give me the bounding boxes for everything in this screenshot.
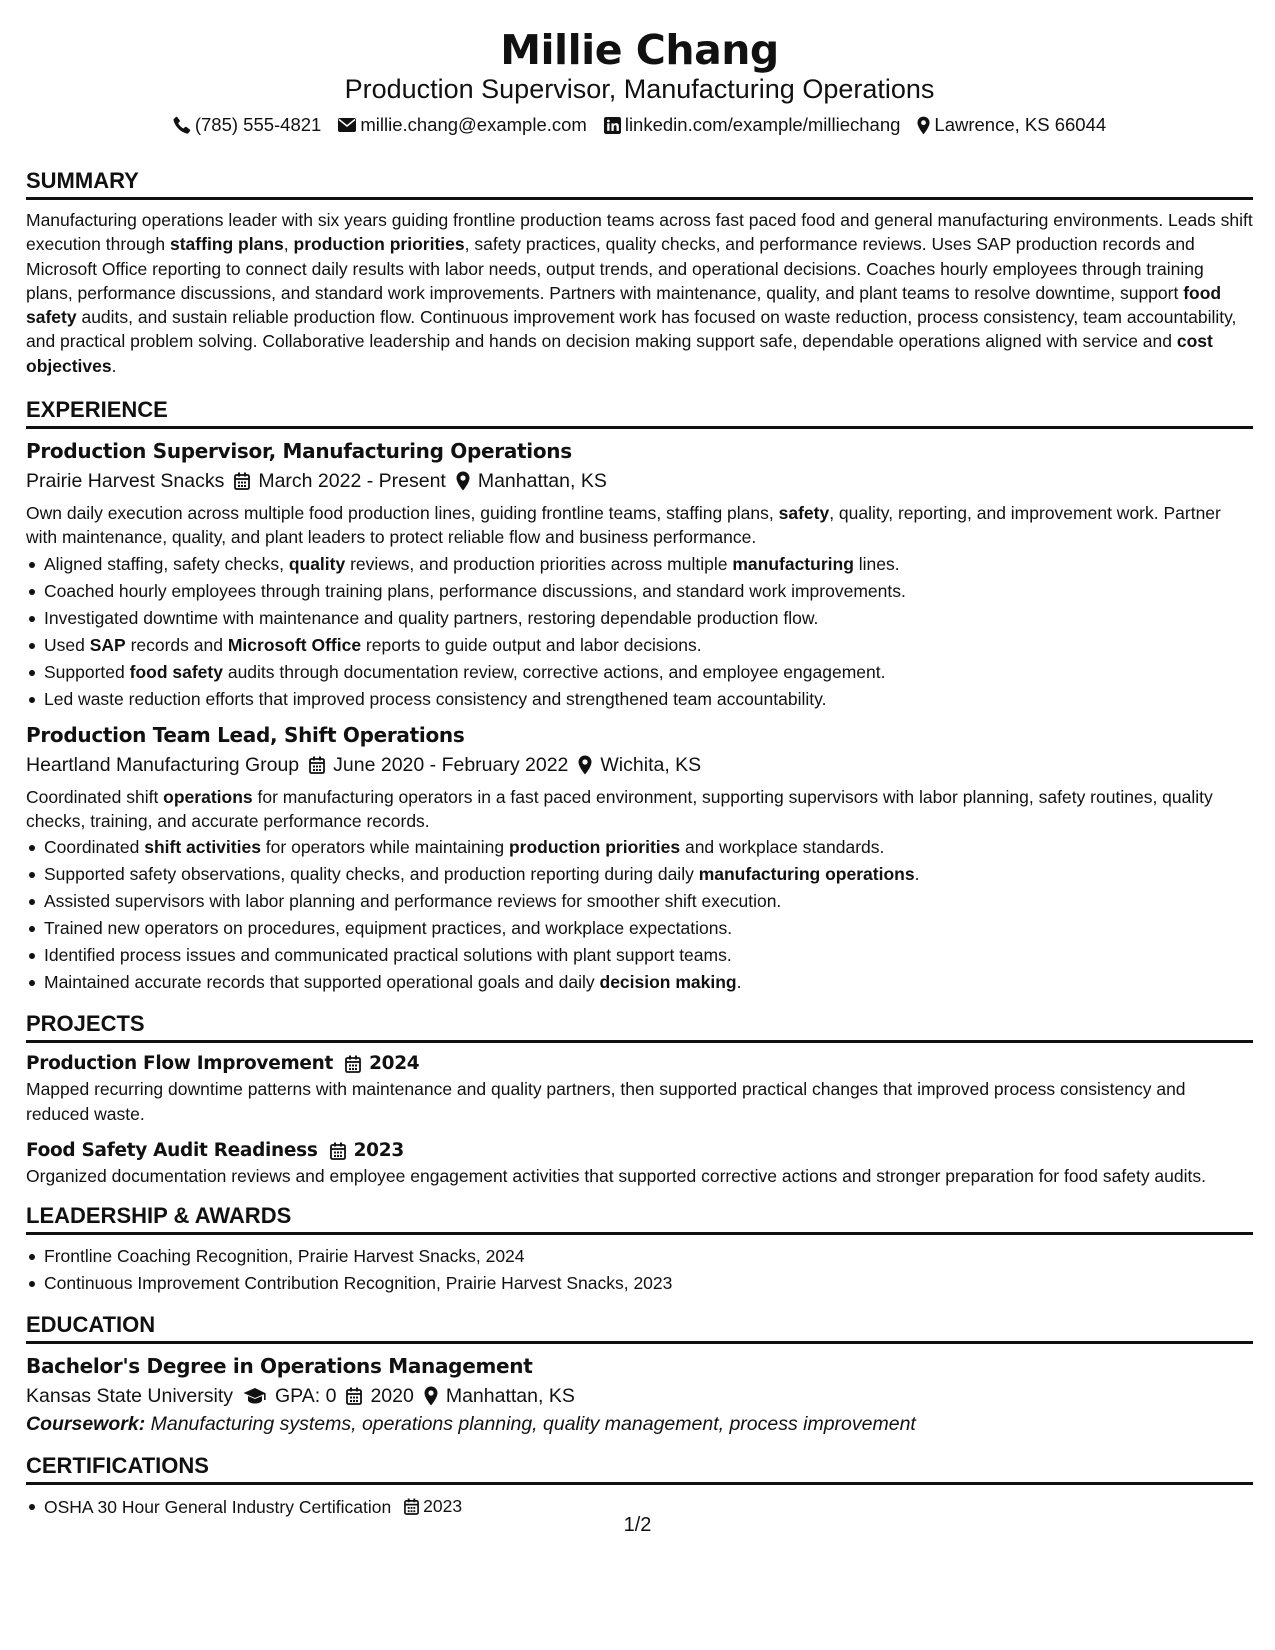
certification-name: OSHA 30 Hour General Industry Certification	[44, 1497, 392, 1518]
education-heading: EDUCATION	[26, 1311, 1253, 1344]
awards-list	[26, 1243, 1253, 1297]
coursework-text: Manufacturing systems, operations planning, quality management, process improvement	[145, 1413, 916, 1436]
map-pin-icon	[578, 755, 592, 775]
summary-text: Manufacturing operations leader with six years guiding frontline production teams across fast paced food and general manufacturing environments. Leads shift execution through staffing plans, production priorities, safety practices, quality checks, and performance reviews. Uses SAP production records and Microsoft Office reporting to connect daily results with labor needs, output trends, and operational decisions. Coaches hourly employees through training plans, performance discussions, and standard work improvements. Partners with maintenance, quality, and plant teams to resolve downtime, support food safety audits, and sustain reliable production flow. Continuous improvement work has focused on waste reduction, process consistency, team accountability, and practical problem solving. Collaborative leadership and hands on decision making support safe, dependable operations aligned with service and cost objectives.	[26, 210, 1253, 376]
resume-page	[26, 0, 1253, 1521]
list-item: Aligned staffing, safety checks, quality reviews, and production priorities across multiple manufacturing lines.	[26, 551, 1253, 578]
job-location: Wichita, KS	[600, 753, 702, 776]
projects-section	[26, 1010, 1253, 1188]
job-location: Manhattan, KS	[477, 470, 607, 493]
project-name: Production Flow Improvement	[26, 1053, 334, 1075]
job-meta	[26, 467, 1253, 495]
certification-year: 2023	[423, 1496, 463, 1517]
gpa-text: GPA: 0	[275, 1385, 337, 1408]
job-meta	[26, 751, 1253, 779]
project-description: Mapped recurring downtime patterns with maintenance and quality partners, then supported practical changes that improved process consistency and reduced waste.	[26, 1079, 1186, 1124]
list-item: Identified process issues and communicated practical solutions with plant support teams.	[26, 942, 1253, 969]
job-description: Own daily execution across multiple food production lines, guiding frontline teams, staffing plans, safety, quality, reporting, and improvement work. Partner with maintenance, quality, and plant leaders to protect reliable flow and business performance.	[26, 503, 1221, 548]
list-item: Investigated downtime with maintenance and quality partners, restoring dependable production flow.	[26, 605, 1253, 632]
job-title: Production Team Lead, Shift Operations	[26, 722, 465, 747]
job-bullets	[26, 834, 1253, 996]
job-company: Prairie Harvest Snacks	[26, 470, 225, 493]
project-entry	[26, 1138, 1253, 1188]
calendar-icon	[404, 1498, 419, 1515]
project-year: 2023	[353, 1139, 404, 1161]
envelope-icon	[338, 117, 356, 133]
page-number: 1/2	[623, 1514, 652, 1536]
list-item: Supported safety observations, quality checks, and production reporting during daily manufacturing operations.	[26, 861, 1253, 888]
projects-heading: PROJECTS	[26, 1010, 1253, 1043]
job-entry	[26, 721, 1253, 997]
list-item: Supported food safety audits through documentation review, corrective actions, and employee engagement.	[26, 659, 1253, 686]
calendar-icon	[309, 756, 325, 774]
linkedin-icon	[604, 117, 621, 134]
map-pin-icon	[917, 116, 930, 135]
education-meta	[26, 1382, 1253, 1410]
job-title: Production Supervisor, Manufacturing Operations	[26, 439, 572, 464]
calendar-icon	[330, 1142, 346, 1160]
project-description: Organized documentation reviews and employee engagement activities that supported corrective actions and stronger preparation for food safety audits.	[26, 1165, 1206, 1186]
email-text: millie.chang@example.com	[360, 114, 587, 135]
location-text: Lawrence, KS 66044	[934, 114, 1107, 135]
map-pin-icon	[456, 471, 470, 491]
job-bullets	[26, 551, 1253, 713]
contact-email[interactable]	[338, 113, 586, 137]
graduation-cap-icon	[243, 1387, 267, 1405]
list-item: Coordinated shift activities for operators while maintaining production priorities and workplace standards.	[26, 834, 1253, 861]
calendar-icon	[345, 1055, 361, 1073]
list-item: Maintained accurate records that supported operational goals and daily decision making.	[26, 969, 1253, 996]
list-item: Coached hourly employees through training plans, performance discussions, and standard work improvements.	[26, 578, 1253, 605]
education-year: 2020	[370, 1385, 414, 1408]
job-dates: March 2022 - Present	[258, 470, 446, 493]
job-description: Coordinated shift operations for manufacturing operators in a fast paced environment, supporting supervisors with labor planning, safety routines, quality checks, training, and accurate performance records.	[26, 786, 1213, 831]
job-entry	[26, 437, 1253, 713]
linkedin-text: linkedin.com/example/milliechang	[624, 114, 901, 135]
education-section	[26, 1311, 1253, 1438]
job-dates: June 2020 - February 2022	[333, 753, 569, 776]
list-item: Continuous Improvement Contribution Recognition, Prairie Harvest Snacks, 2023	[26, 1270, 1253, 1297]
phone-icon	[173, 116, 191, 134]
project-name: Food Safety Audit Readiness	[26, 1139, 318, 1161]
list-item: Trained new operators on procedures, equipment practices, and workplace expectations.	[26, 915, 1253, 942]
candidate-name: Millie Chang	[500, 26, 779, 74]
calendar-icon	[234, 472, 250, 490]
project-entry	[26, 1051, 1253, 1126]
list-item: Assisted supervisors with labor planning and performance reviews for smoother shift execution.	[26, 888, 1253, 915]
contact-location	[917, 113, 1106, 137]
resume-header	[26, 0, 1253, 137]
certifications-heading: CERTIFICATIONS	[26, 1452, 1253, 1485]
certifications-section	[26, 1452, 1253, 1521]
awards-heading: LEADERSHIP & AWARDS	[26, 1202, 1253, 1235]
map-pin-icon	[424, 1386, 438, 1406]
experience-section	[26, 396, 1253, 996]
degree-title: Bachelor's Degree in Operations Management	[26, 1354, 533, 1379]
list-item: Frontline Coaching Recognition, Prairie Harvest Snacks, 2024	[26, 1243, 1253, 1270]
school-name: Kansas State University	[26, 1385, 234, 1408]
experience-heading: EXPERIENCE	[26, 396, 1253, 429]
contact-line	[26, 113, 1253, 137]
candidate-headline: Production Supervisor, Manufacturing Operations	[344, 74, 935, 104]
phone-text: (785) 555-4821	[194, 114, 322, 135]
list-item: Led waste reduction efforts that improved process consistency and strengthened team accountability.	[26, 686, 1253, 713]
education-location: Manhattan, KS	[445, 1385, 575, 1408]
coursework	[26, 1410, 1253, 1438]
coursework-label: Coursework:	[26, 1413, 146, 1436]
job-company: Heartland Manufacturing Group	[26, 753, 300, 776]
contact-linkedin[interactable]	[604, 113, 901, 137]
project-year: 2024	[369, 1053, 420, 1075]
contact-phone[interactable]	[173, 113, 322, 137]
summary-heading: SUMMARY	[26, 167, 1253, 200]
awards-section	[26, 1202, 1253, 1297]
calendar-icon	[346, 1387, 362, 1405]
list-item: Used SAP records and Microsoft Office reports to guide output and labor decisions.	[26, 632, 1253, 659]
summary-section	[26, 167, 1253, 378]
